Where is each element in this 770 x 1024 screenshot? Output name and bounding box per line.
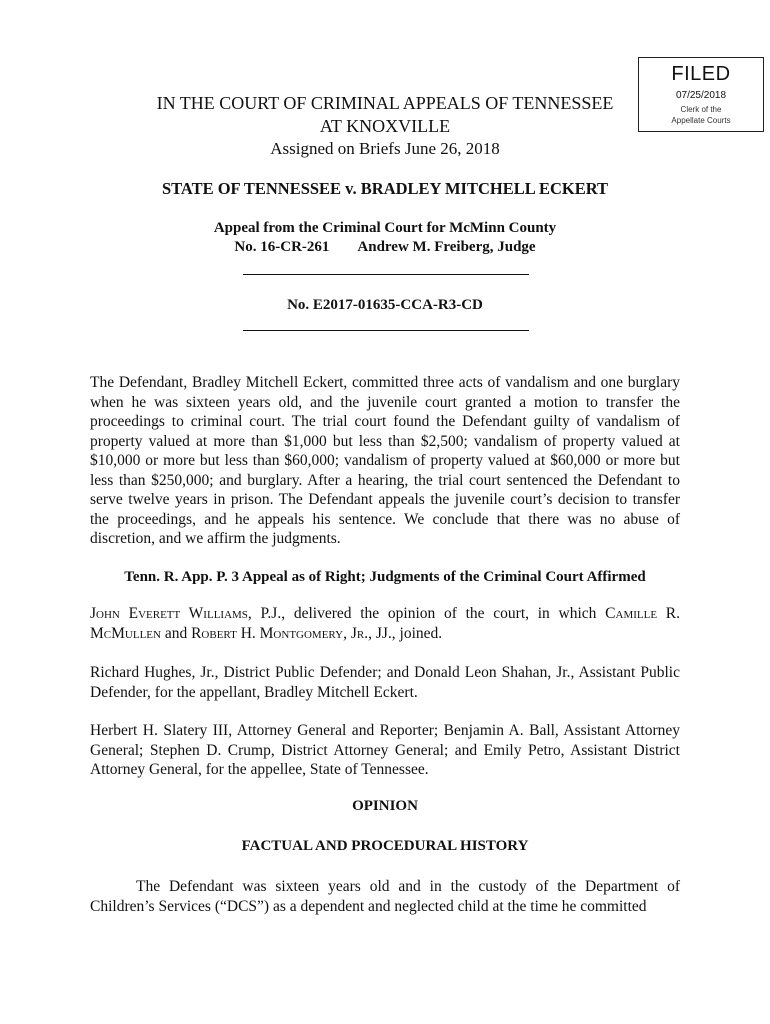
filed-stamp-date: 07/25/2018 (675, 90, 727, 101)
assigned-date: Assigned on Briefs June 26, 2018 (270, 139, 500, 158)
judges-paragraph (90, 604, 680, 643)
lower-court-line (60, 239, 710, 256)
opinion-heading: OPINION (352, 798, 418, 814)
joining-judge-2: Robert H. Montgomery, Jr. (191, 624, 369, 642)
court-location: AT KNOXVILLE (319, 116, 451, 136)
appeal-from: Appeal from the Criminal Court for McMinn County (213, 220, 557, 236)
trial-judge: Andrew M. Freiberg, Judge (357, 239, 536, 255)
judges-suffix: , JJ., joined. (368, 624, 443, 642)
author-judge: John Everett Williams (90, 605, 248, 622)
court-name: IN THE COURT OF CRIMINAL APPEALS OF TENNESSEE (156, 93, 614, 113)
filed-stamp-line1: Clerk of the (680, 105, 722, 114)
disposition-heading: Tenn. R. App. P. 3 Appeal as of Right; Judgments of the Criminal Court Affirmed (124, 569, 646, 585)
case-title: STATE OF TENNESSEE v. BRADLEY MITCHELL ECKERT (161, 179, 609, 198)
counsel-appellant: Richard Hughes, Jr., District Public Defender; and Donald Leon Shahan, Jr., Assistant Public Defender, for the appellant, Bradley Mitchell Eckert. (90, 664, 680, 701)
lower-court-number: No. 16-CR-261 (234, 239, 330, 255)
case-summary: The Defendant, Bradley Mitchell Eckert, committed three acts of vandalism and one burglary when he was sixteen years old, and the juvenile court granted a motion to transfer the proceedings to criminal court. The trial court found the Defendant guilty of vandalism of property valued at more than $1,000 but less than $2,500; vandalism of property valued at $10,000 or more but less than $60,000; vandalism of property valued at $60,000 or more but less than $250,000; and burglary. After a hearing, the trial court sentenced the Defendant to serve twelve years in prison. The Defendant appeals the juvenile court’s decision to transfer the proceedings, and he appeals his sentence. We conclude that there was no abuse of discretion, and we affirm the judgments. (90, 374, 680, 547)
filed-stamp (638, 57, 764, 132)
section-heading: FACTUAL AND PROCEDURAL HISTORY (241, 838, 529, 854)
divider-line (243, 330, 529, 331)
conjunction-text: and (160, 624, 192, 642)
filed-stamp-line2: Appellate Courts (671, 116, 731, 125)
divider-line (243, 274, 529, 275)
joining-judge-1: Camille R. McMullen (90, 605, 681, 642)
docket-number: No. E2017-01635-CCA-R3-CD (287, 297, 483, 313)
opinion-paragraph: The Defendant was sixteen years old and in the custody of the Department of Children’s Services (“DCS”) as a dependent and neglected child at the time he committed (90, 878, 680, 915)
counsel-appellee: Herbert H. Slatery III, Attorney General and Reporter; Benjamin A. Ball, Assistant Attorney General; Stephen D. Crump, District Attorney General; and Emily Petro, Assistant District Attorney General, for the appellee, State of Tennessee. (90, 722, 680, 778)
filed-stamp-title: FILED (671, 63, 731, 85)
author-title-text: , P.J., delivered the opinion of the court, in which (247, 605, 606, 622)
